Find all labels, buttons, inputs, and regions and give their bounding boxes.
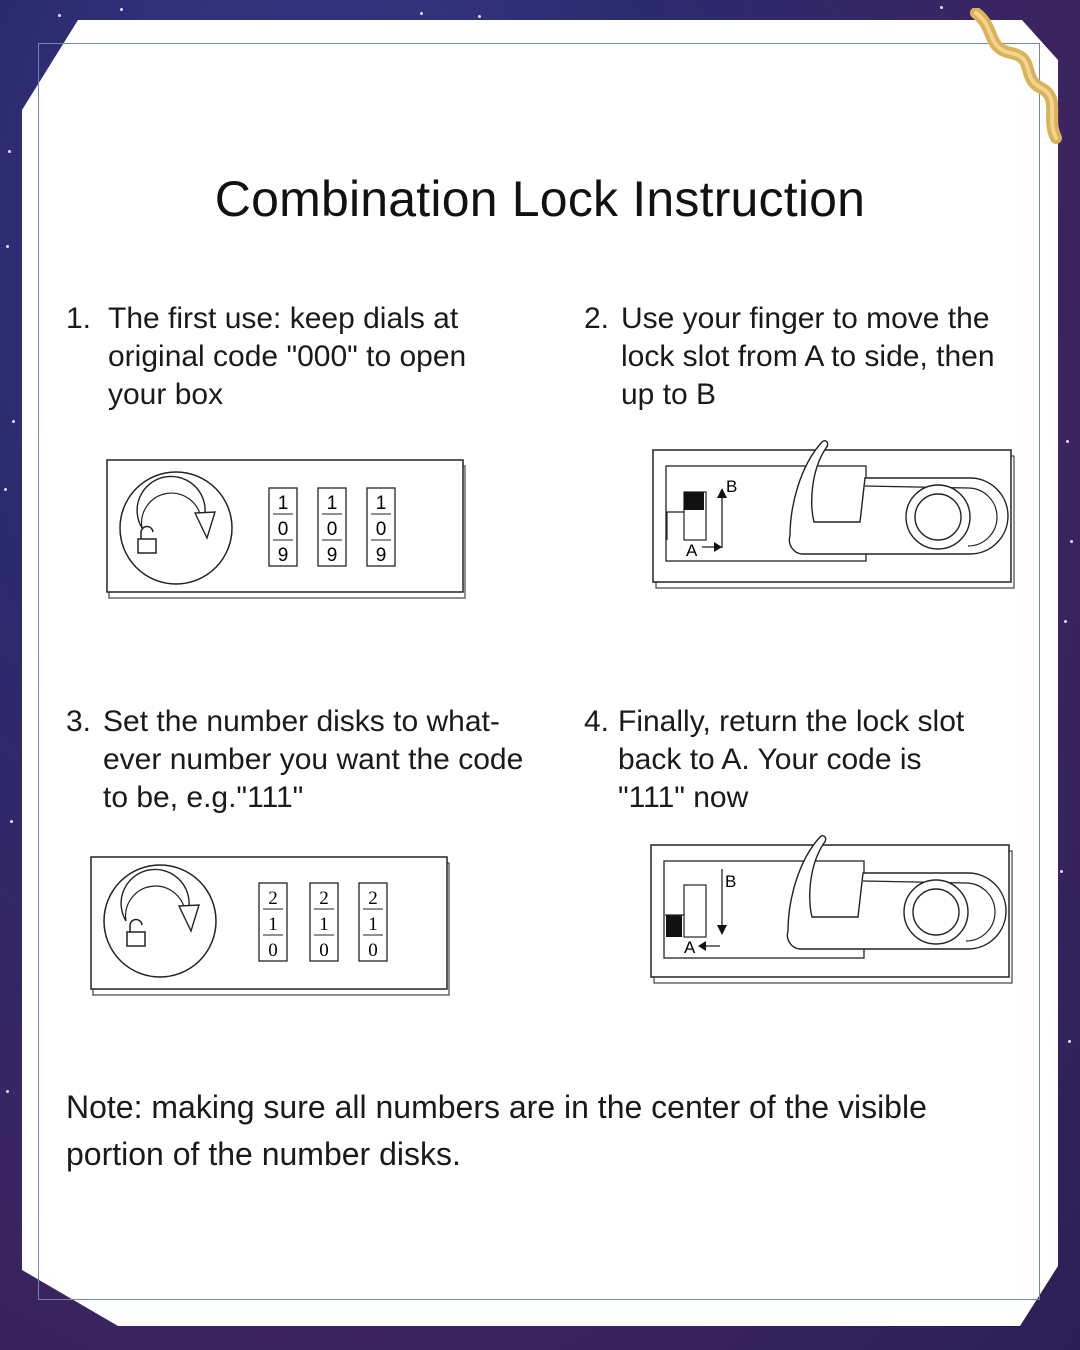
slot-knob-bottom: [666, 915, 682, 937]
number-wheel: [318, 488, 346, 566]
number-wheel: [310, 883, 338, 961]
wheel-digit: 9: [326, 545, 338, 566]
number-wheel: [269, 488, 297, 566]
slot-label-a: A: [686, 541, 698, 560]
step-1-text: The first use: keep dials at original code "000" to open your box: [108, 302, 467, 411]
slot-label-b: B: [726, 477, 738, 496]
wheel-digit: 9: [277, 545, 289, 566]
wheel-digit: 2: [319, 888, 329, 909]
slot-label-a: A: [684, 938, 696, 957]
slot-panel-diagram-4: [648, 831, 1014, 985]
wheel-digit: 1: [268, 914, 278, 935]
wheel-digit: 0: [326, 519, 338, 540]
dial-panel-diagram-3: [89, 855, 453, 999]
wheel-digit: 1: [368, 914, 378, 935]
dial-panel-diagram-1: [105, 458, 469, 602]
page-title: Combination Lock Instruction: [214, 171, 866, 227]
step-2: [584, 300, 1034, 414]
wheel-digit: 0: [375, 519, 387, 540]
step-3-number: 3.: [66, 705, 92, 738]
step-2-text: Use your finger to move the lock slot from A to side, then up to B: [621, 302, 995, 411]
number-wheel: [367, 488, 395, 566]
step-4: [584, 703, 1034, 817]
wheel-digit: 1: [319, 914, 329, 935]
step-2-number: 2.: [584, 302, 610, 335]
slot-panel-diagram-2: [650, 436, 1016, 590]
slot-label-b: B: [725, 872, 737, 891]
gold-ribbon-decoration: [966, 8, 1066, 148]
slot-knob-top: [684, 492, 704, 510]
wheel-digit: 0: [368, 940, 378, 961]
wheel-digit: 0: [319, 940, 329, 961]
wheel-digit: 1: [375, 493, 387, 514]
step-1-number: 1.: [66, 302, 92, 335]
note-text: Note: making sure all numbers are in the center of the visible portion of the number disks.: [66, 1089, 927, 1172]
step-1: [66, 300, 526, 414]
wheel-digit: 2: [268, 888, 278, 909]
step-4-number: 4.: [584, 705, 610, 738]
wheel-digit: 1: [277, 493, 289, 514]
wheel-digit: 0: [268, 940, 278, 961]
step-3-text: Set the number disks to what- ever number you want the code to be, e.g."111": [103, 705, 524, 814]
step-4-text: Finally, return the lock slot back to A. Your code is "111" now: [618, 705, 965, 814]
wheel-digit: 2: [368, 888, 378, 909]
number-wheel: [259, 883, 287, 961]
wheel-digit: 9: [375, 545, 387, 566]
wheel-digit: 0: [277, 519, 289, 540]
wheel-digit: 1: [326, 493, 338, 514]
step-3: [66, 703, 566, 817]
number-wheel: [359, 883, 387, 961]
